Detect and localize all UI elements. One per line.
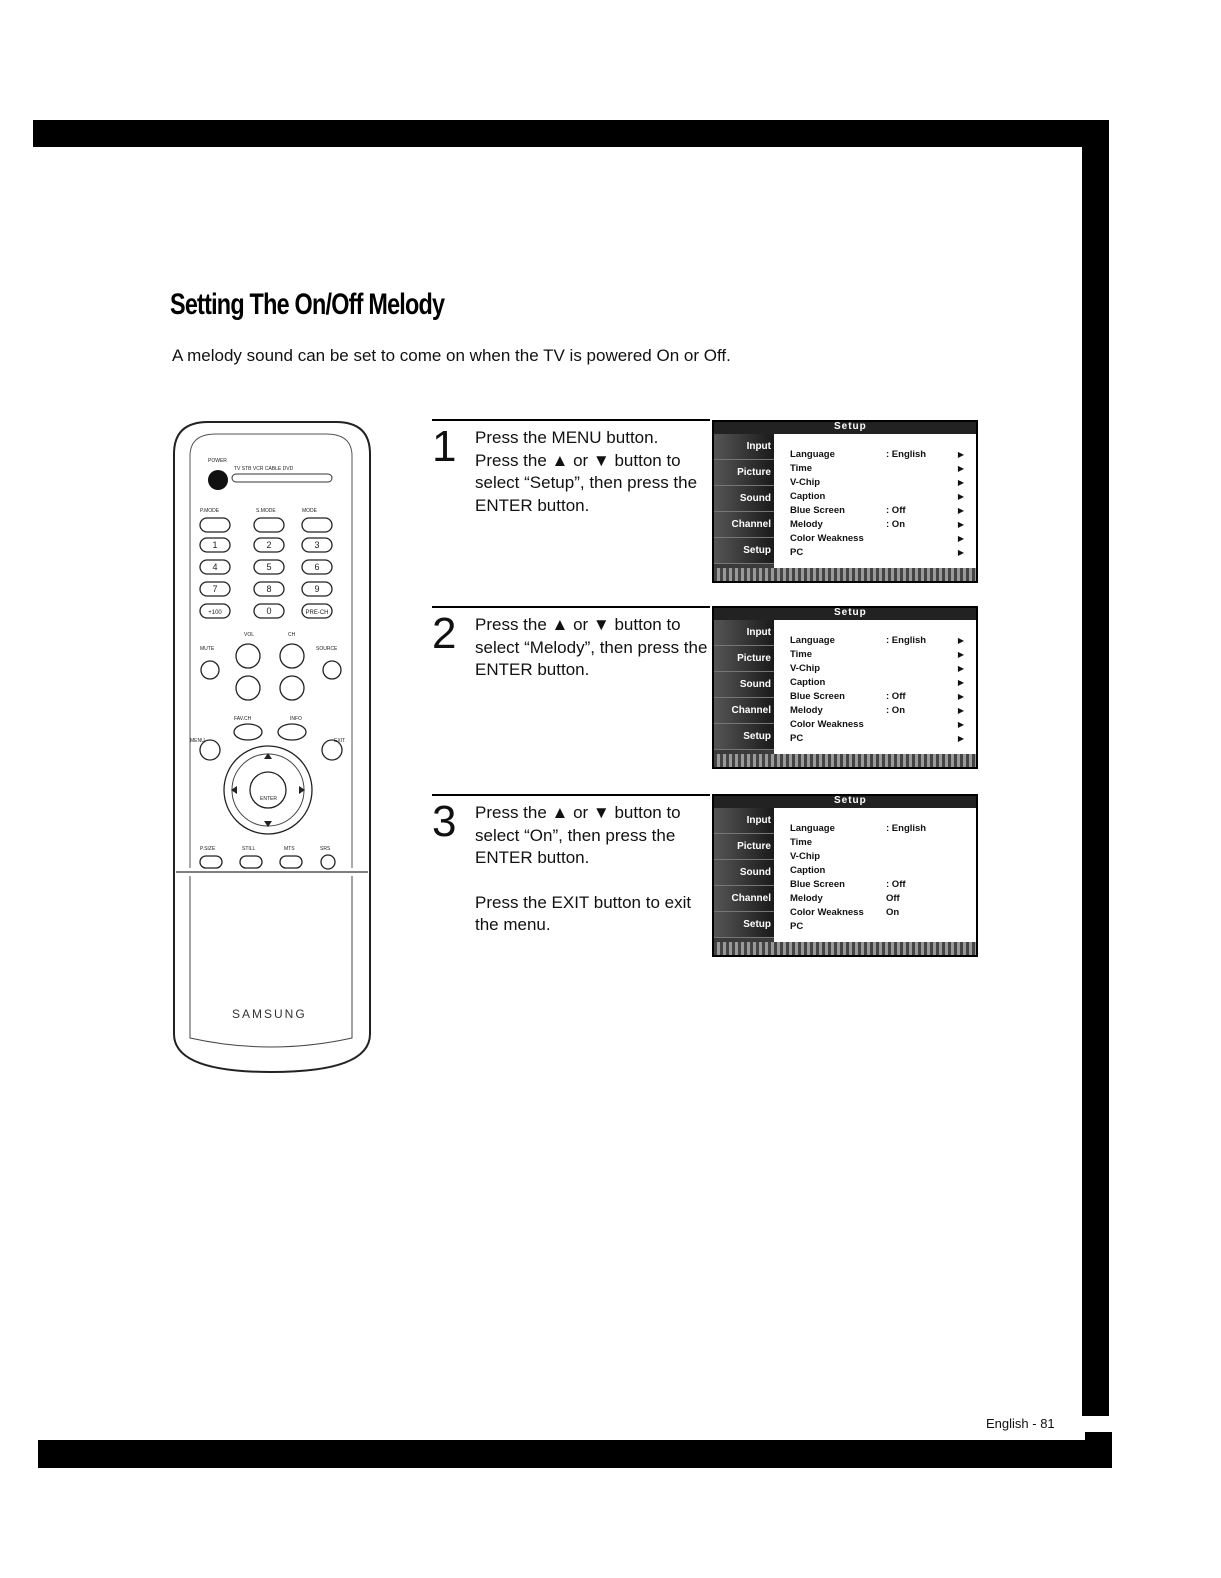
osd-sidebar-item: Sound: [714, 672, 774, 698]
remote-key-label: PRE-CH: [305, 610, 329, 616]
osd-arrow-icon: ▶: [957, 520, 964, 529]
step-divider: [432, 606, 710, 608]
osd-menu-label: Caption: [790, 865, 826, 876]
osd-menu-row: [790, 836, 970, 850]
osd-menu-row: [790, 920, 970, 934]
remote-ch-label: CH: [288, 632, 296, 638]
osd-menu-row: [790, 662, 970, 676]
remote-pmode-label: P.MODE: [200, 508, 220, 514]
osd-arrow-icon: ▶: [957, 492, 964, 501]
osd-menu-label: Language: [790, 823, 835, 834]
osd-menu-row: [790, 850, 970, 864]
step-paragraph: Press the ▲ or ▼ button to select “Melody”, then press the ENTER button.: [475, 615, 708, 679]
remote-mute-label: MUTE: [200, 646, 215, 652]
remote-key-label: 8: [266, 584, 272, 594]
osd-menu-row: [790, 634, 970, 648]
osd-sidebar-item: Channel: [714, 698, 774, 724]
remote-vol-label: VOL: [244, 632, 255, 638]
osd-menu-label: PC: [790, 921, 804, 932]
osd-menu-value: : On: [886, 705, 905, 716]
osd-sidebar-item: Sound: [714, 486, 774, 512]
step-paragraph: Press the MENU button.: [475, 428, 659, 447]
step-extra-paragraph: Press the EXIT button to exit the menu.: [475, 892, 692, 934]
osd-menu-label: V-Chip: [790, 477, 821, 488]
remote-key-label: +100: [208, 610, 222, 616]
osd-sidebar-item: Channel: [714, 512, 774, 538]
remote-mts-label: MTS: [284, 846, 295, 852]
osd-arrow-icon: ▶: [957, 734, 964, 743]
remote-key-label: 4: [212, 562, 218, 572]
step-paragraph: Press the ▲ or ▼ button to select “On”, then press the ENTER button.: [475, 803, 681, 867]
osd-menu-row: [790, 532, 970, 546]
osd-sidebar-item: Setup: [714, 724, 774, 750]
osd-menu-label: Blue Screen: [790, 505, 845, 516]
osd-header-title: Setup: [834, 607, 867, 618]
remote-source-label: SOURCE: [316, 646, 338, 652]
osd-menu-row: [790, 476, 970, 490]
osd-header: [714, 608, 976, 620]
osd-arrow-icon: ▶: [957, 650, 964, 659]
osd-menu-list: [790, 448, 970, 560]
osd-menu-label: Time: [790, 649, 813, 660]
osd-menu-label: V-Chip: [790, 851, 821, 862]
osd-menu-label: Melody: [790, 705, 823, 716]
remote-smode-label: S.MODE: [256, 508, 276, 514]
osd-menu-label: V-Chip: [790, 663, 821, 674]
osd-menu-row: [790, 704, 970, 718]
osd-footer: [714, 754, 976, 767]
remote-power-button: [208, 470, 228, 490]
osd-header-title: Setup: [834, 795, 867, 806]
osd-arrow-icon: ▶: [957, 548, 964, 557]
osd-header: [714, 796, 976, 808]
step-divider: [432, 419, 710, 421]
osd-arrow-icon: ▶: [957, 464, 964, 473]
osd-menu-row: [790, 864, 970, 878]
osd-menu-label: Blue Screen: [790, 879, 845, 890]
page-footer: English - 81: [986, 1416, 1055, 1431]
tv-menu-screenshot-3: [712, 794, 978, 957]
top-border-bar: [33, 120, 1109, 147]
osd-menu-list: [790, 822, 970, 934]
osd-arrow-icon: ▶: [957, 534, 964, 543]
osd-menu-row: [790, 448, 970, 462]
osd-menu-label: Color Weakness: [790, 533, 864, 544]
osd-menu-value: : Off: [886, 879, 906, 890]
step-instructions: [475, 802, 710, 937]
osd-arrow-icon: ▶: [957, 636, 964, 645]
osd-menu-row: [790, 676, 970, 690]
osd-menu-label: Time: [790, 463, 813, 474]
osd-arrow-icon: ▶: [957, 692, 964, 701]
remote-mode-label: MODE: [302, 508, 317, 514]
osd-menu-list: [790, 634, 970, 746]
osd-menu-label: Color Weakness: [790, 719, 864, 730]
osd-menu-row: [790, 718, 970, 732]
osd-menu-label: Language: [790, 635, 835, 646]
osd-menu-row: [790, 504, 970, 518]
remote-key-label: 2: [266, 540, 272, 550]
osd-sidebar-item: Input: [714, 620, 774, 646]
osd-menu-row: [790, 878, 970, 892]
osd-arrow-icon: ▶: [957, 478, 964, 487]
remote-key-label: 9: [314, 584, 320, 594]
tv-menu-screenshot-2: [712, 606, 978, 769]
osd-menu-label: Melody: [790, 519, 823, 530]
remote-key-label: 7: [212, 584, 218, 594]
osd-menu-row: [790, 906, 970, 920]
osd-menu-row: [790, 690, 970, 704]
osd-arrow-icon: ▶: [957, 664, 964, 673]
osd-menu-label: Blue Screen: [790, 691, 845, 702]
tv-menu-screenshot-1: [712, 420, 978, 583]
remote-psize-label: P.SIZE: [200, 846, 216, 852]
osd-sidebar: [714, 808, 774, 946]
osd-menu-row: [790, 546, 970, 560]
remote-source-labels: TV STB VCR CABLE DVD: [234, 466, 294, 472]
osd-menu-value: On: [886, 907, 900, 918]
osd-menu-row: [790, 822, 970, 836]
step-paragraph: Press the ▲ or ▼ button to select “Setup”, then press the ENTER button.: [475, 450, 698, 515]
step-divider: [432, 794, 710, 796]
osd-sidebar-item: Channel: [714, 886, 774, 912]
remote-still-label: STILL: [242, 846, 256, 852]
osd-menu-value: Off: [886, 893, 900, 904]
osd-menu-value: : English: [886, 635, 927, 646]
remote-info-label: INFO: [290, 716, 302, 722]
intro-text: A melody sound can be set to come on when the TV is powered On or Off.: [172, 346, 731, 365]
step-instructions: [475, 427, 710, 517]
bottom-border-bar: [38, 1440, 1110, 1468]
osd-menu-row: [790, 490, 970, 504]
osd-sidebar-item: Picture: [714, 460, 774, 486]
osd-menu-label: PC: [790, 547, 804, 558]
osd-arrow-icon: ▶: [957, 720, 964, 729]
osd-arrow-icon: ▶: [957, 678, 964, 687]
osd-arrow-icon: ▶: [957, 450, 964, 459]
remote-menu-label: MENU: [190, 738, 205, 744]
osd-arrow-icon: ▶: [957, 706, 964, 715]
osd-sidebar: [714, 620, 774, 758]
remote-exit-label: EXIT: [334, 738, 346, 744]
osd-menu-row: [790, 648, 970, 662]
step-number: 1: [432, 422, 457, 471]
osd-menu-value: : Off: [886, 505, 906, 516]
osd-menu-label: Caption: [790, 677, 826, 688]
osd-sidebar-item: Input: [714, 808, 774, 834]
remote-enter-label: ENTER: [260, 796, 277, 802]
osd-menu-value: : English: [886, 449, 927, 460]
osd-header-title: Setup: [834, 421, 867, 432]
osd-menu-value: : English: [886, 823, 927, 834]
step-instructions: [475, 614, 710, 682]
osd-menu-label: Color Weakness: [790, 907, 864, 918]
step-number: 2: [432, 609, 457, 658]
remote-power-label: POWER: [208, 458, 227, 464]
osd-menu-row: [790, 518, 970, 532]
osd-sidebar-item: Setup: [714, 912, 774, 938]
page-title: Setting The On/Off Melody: [170, 288, 445, 321]
osd-menu-label: Melody: [790, 893, 823, 904]
osd-sidebar-item: Picture: [714, 646, 774, 672]
remote-key-label: 5: [266, 562, 272, 572]
osd-footer: [714, 568, 976, 581]
osd-sidebar-item: Input: [714, 434, 774, 460]
osd-menu-row: [790, 732, 970, 746]
osd-sidebar-item: Setup: [714, 538, 774, 564]
remote-srs-label: SRS: [320, 846, 331, 852]
osd-menu-label: Time: [790, 837, 813, 848]
osd-sidebar: [714, 434, 774, 572]
step-number: 3: [432, 797, 457, 846]
right-border-bar: [1082, 120, 1109, 1416]
remote-brand: SAMSUNG: [232, 1007, 307, 1021]
remote-fav-label: FAV.CH: [234, 716, 252, 722]
osd-arrow-icon: ▶: [957, 506, 964, 515]
remote-key-label: 1: [212, 540, 218, 550]
remote-control-illustration: [168, 420, 374, 1076]
osd-menu-row: [790, 462, 970, 476]
osd-menu-value: : On: [886, 519, 905, 530]
osd-menu-row: [790, 892, 970, 906]
osd-menu-value: : Off: [886, 691, 906, 702]
osd-menu-label: Caption: [790, 491, 826, 502]
osd-header: [714, 422, 976, 434]
osd-menu-label: PC: [790, 733, 804, 744]
osd-footer: [714, 942, 976, 955]
osd-sidebar-item: Sound: [714, 860, 774, 886]
osd-sidebar-item: Picture: [714, 834, 774, 860]
remote-key-label: 3: [314, 540, 320, 550]
osd-menu-label: Language: [790, 449, 835, 460]
remote-key-label: 6: [314, 562, 320, 572]
remote-key-label: 0: [266, 606, 272, 616]
